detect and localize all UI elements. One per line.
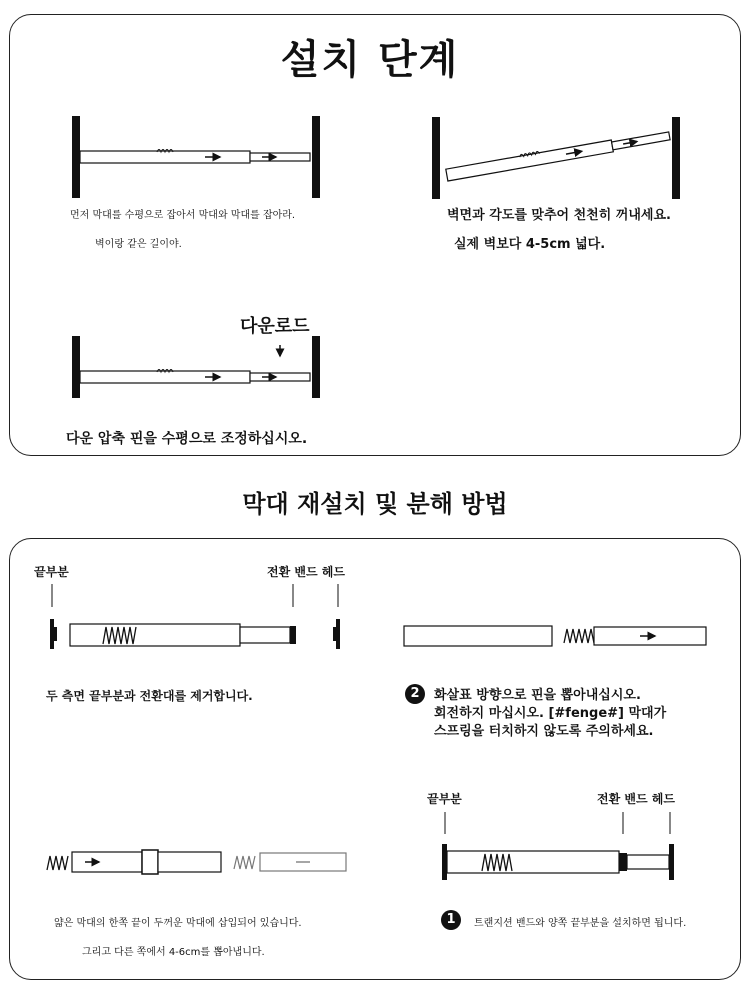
step1-caption-line2: 벽이랑 같은 길이야. (95, 239, 182, 250)
step1-install-caption: 트랜지션 밴드와 양쪽 끝부분을 설치하면 됩니다. (474, 918, 687, 929)
band-head-label: 전환 밴드 헤드 (267, 565, 345, 579)
step2-instruction-line3: 스프링을 터치하지 않도록 주의하세요. (434, 724, 654, 739)
step3-rod-diagram (72, 336, 320, 398)
page-title: 설치 단계 (280, 37, 460, 83)
remove-caption: 두 측면 끝부분과 전환대를 제거합니다. (46, 689, 253, 703)
insert-caption-line1: 얇은 막대의 한쪽 끝이 두꺼운 막대에 삽입되어 있습니다. (54, 918, 302, 929)
step2-caption-line1: 벽면과 각도를 맞추어 천천히 꺼내세요. (447, 208, 671, 223)
step1-rod-diagram (72, 116, 320, 198)
step2-marker: 2 (405, 684, 425, 704)
insert-caption-line2: 그리고 다른 쪽에서 4-6cm를 뽑아냅니다. (82, 947, 265, 958)
step2-rod-diagram (432, 117, 680, 199)
end-part-label-2: 끝부분 (427, 792, 462, 806)
end-part-label: 끝부분 (34, 565, 69, 579)
band-head-label-2: 전환 밴드 헤드 (597, 792, 675, 806)
step2-caption-line2: 실제 벽보다 4-5cm 넓다. (454, 237, 606, 252)
step2-instruction-line2: 회전하지 마십시오. [#fenge#] 막대가 (434, 706, 667, 721)
step1-marker: 1 (441, 910, 461, 930)
section2-title: 막대 재설치 및 분해 방법 (242, 490, 508, 518)
step1-caption-line1: 먼저 막대를 수평으로 잡아서 막대와 막대를 잡아라. (70, 210, 296, 221)
step2-instruction-line1: 화살표 방향으로 핀을 뽑아내십시오. (434, 688, 641, 703)
download-label: 다운로드 (240, 316, 310, 337)
step3-caption: 다운 압축 핀을 수평으로 조정하십시오. (66, 431, 308, 447)
